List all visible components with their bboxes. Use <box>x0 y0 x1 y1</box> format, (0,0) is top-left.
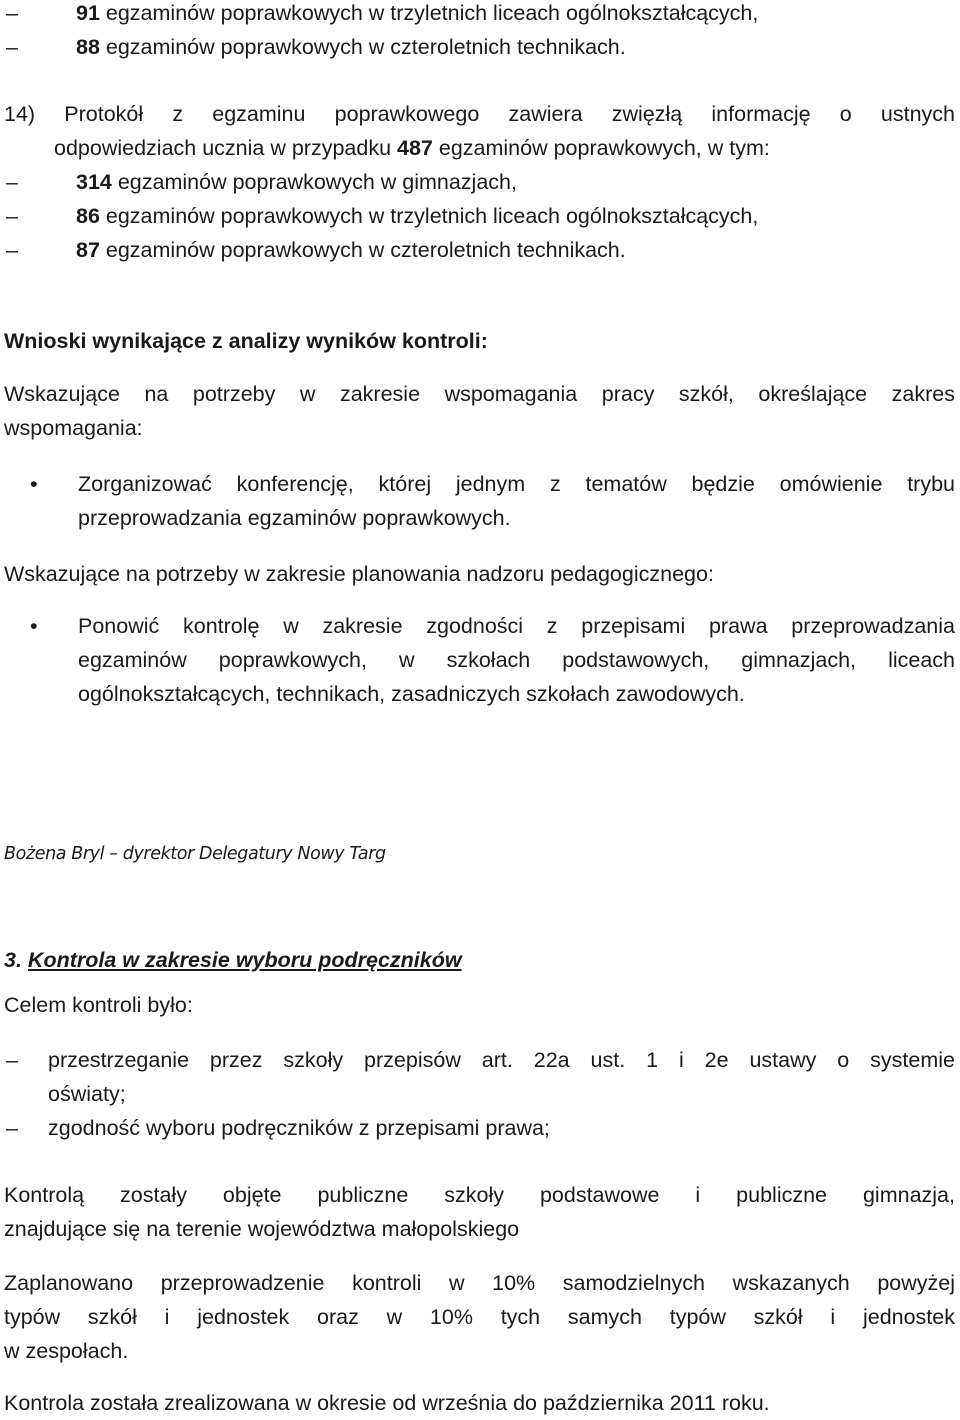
support-bullet <box>4 467 955 535</box>
item-number: 91 <box>76 1 100 25</box>
conclusions-heading: Wnioski wynikające z analizy wyników kontroli: <box>4 329 488 353</box>
bullet-line1: Ponowić kontrolę w zakresie zgodności z przepisami prawa przeprowadzania <box>78 614 955 638</box>
bullet-marker: • <box>30 614 38 638</box>
signature: Bożena Bryl – dyrektor Delegatury Nowy Targ <box>4 844 386 864</box>
item-text: egzaminów poprawkowych w czteroletnich technikach. <box>99 35 626 59</box>
plan-line2: typów szkół i jednostek oraz w 10% tych samych typów szkół i jednostek <box>4 1305 955 1329</box>
scope-paragraph <box>4 1178 955 1246</box>
bullet-marker: • <box>30 472 38 496</box>
support-line2: wspomagania: <box>4 416 143 440</box>
aim-item-line2: oświaty; <box>48 1082 126 1106</box>
list-item <box>4 609 955 711</box>
bullet-line1: Zorganizować konferencję, której jednym z tematów będzie omówienie trybu <box>78 472 955 496</box>
item-text: egzaminów poprawkowych w czteroletnich technikach. <box>99 238 626 262</box>
plan-line1: Zaplanowano przeprowadzenie kontroli w 10% samodzielnych wskazanych powyżej <box>4 1271 955 1295</box>
list-item <box>4 1111 955 1145</box>
item-14-line1: 14) Protokół z egzaminu poprawkowego zawiera zwięzłą informację o ustnych <box>4 102 955 126</box>
scope-line2: znajdujące się na terenie województwa małopolskiego <box>4 1217 520 1241</box>
item-text: egzaminów poprawkowych w trzyletnich liceach ogólnokształcących, <box>99 204 759 228</box>
item-14-line2 <box>4 131 955 165</box>
list-item <box>4 1043 955 1111</box>
dash-marker: – <box>6 1 18 25</box>
support-line1: Wskazujące na potrzeby w zakresie wspomagania pracy szkół, określające zakres <box>4 382 955 406</box>
dash-marker: – <box>6 204 18 228</box>
list-item <box>4 30 955 64</box>
item-14 <box>4 97 955 267</box>
dash-marker: – <box>6 35 18 59</box>
list-item <box>4 165 955 199</box>
period-paragraph: Kontrola została zrealizowana w okresie od września do października 2011 roku. <box>4 1391 770 1415</box>
dash-marker: – <box>6 1116 18 1140</box>
section-3-title: Kontrola w zakresie wyboru podręczników <box>27 948 462 972</box>
aim-item-line1: przestrzeganie przez szkoły przepisów art. 22a ust. 1 i 2e ustawy o systemie <box>48 1048 955 1072</box>
item-text: egzaminów poprawkowych w trzyletnich liceach ogólnokształcących, <box>99 1 759 25</box>
support-paragraph <box>4 377 955 445</box>
dash-marker: – <box>6 170 18 194</box>
bullet-line2: egzaminów poprawkowych, w szkołach podstawowych, gimnazjach, liceach <box>78 648 955 672</box>
plan-line3: w zespołach. <box>4 1339 129 1363</box>
item-number: 86 <box>76 204 100 228</box>
top-list <box>4 0 955 64</box>
aim-label: Celem kontroli było: <box>4 993 193 1017</box>
list-item <box>4 0 955 30</box>
item-number: 88 <box>76 35 100 59</box>
bullet-line3: ogólnokształcących, technikach, zasadniczych szkołach zawodowych. <box>78 682 745 706</box>
list-item <box>4 199 955 233</box>
scope-line1: Kontrolą zostały objęte publiczne szkoły podstawowe i publiczne gimnazja, <box>4 1183 955 1207</box>
list-item <box>4 233 955 267</box>
aim-item-line1: zgodność wyboru podręczników z przepisami prawa; <box>48 1116 550 1140</box>
aim-list <box>4 1043 955 1145</box>
dash-marker: – <box>6 1048 18 1072</box>
dash-marker: – <box>6 238 18 262</box>
item-number: 87 <box>76 238 100 262</box>
planning-bullet <box>4 609 955 711</box>
section-3-heading <box>4 943 955 977</box>
item-14-count: 487 <box>397 136 433 160</box>
section-3-number: 3. <box>4 948 22 972</box>
item-number: 314 <box>76 170 112 194</box>
planning-paragraph: Wskazujące na potrzeby w zakresie planowania nadzoru pedagogicznego: <box>4 562 714 586</box>
list-item <box>4 467 955 535</box>
bullet-line2: przeprowadzania egzaminów poprawkowych. <box>78 506 511 530</box>
item-14-line2-post: egzaminów poprawkowych, w tym: <box>432 136 770 160</box>
item-text: egzaminów poprawkowych w gimnazjach, <box>111 170 517 194</box>
item-14-line2-pre: odpowiedziach ucznia w przypadku <box>54 136 398 160</box>
plan-paragraph <box>4 1266 955 1368</box>
